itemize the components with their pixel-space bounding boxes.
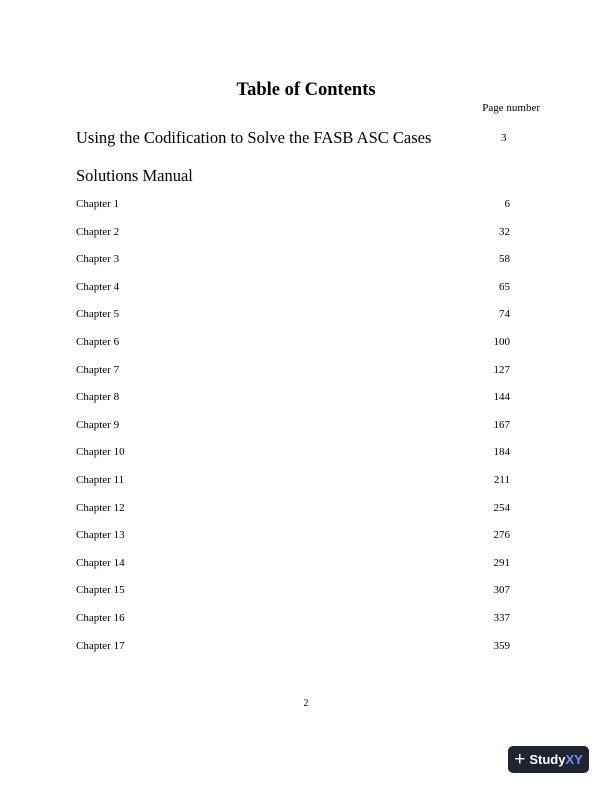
chapter-page: 58: [499, 253, 510, 266]
chapter-page: 307: [493, 584, 510, 597]
chapter-label: Chapter 7: [76, 363, 120, 376]
chapter-page: 74: [499, 308, 510, 321]
toc-section-page: 3: [501, 132, 507, 144]
toc-chapter-row[interactable]: [76, 444, 510, 472]
chapter-label: Chapter 16: [76, 611, 125, 624]
brand-name-study: Study: [529, 752, 566, 767]
toc-chapter-row[interactable]: [76, 334, 510, 362]
toc-chapter-row[interactable]: [76, 362, 510, 390]
chapter-page: 32: [499, 225, 510, 238]
toc-section-label: Solutions Manual: [76, 166, 193, 185]
toc-chapter-row[interactable]: [76, 500, 510, 528]
toc-chapter-row[interactable]: [76, 196, 510, 224]
chapter-label: Chapter 4: [76, 280, 120, 293]
chapter-page: 167: [493, 418, 510, 431]
toc-chapter-row[interactable]: [76, 555, 510, 583]
chapter-page: 100: [493, 335, 510, 348]
toc-chapter-row[interactable]: [76, 224, 510, 252]
chapter-page: 65: [499, 280, 510, 293]
chapter-label: Chapter 11: [76, 473, 125, 486]
toc-chapter-row[interactable]: [76, 251, 510, 279]
toc-section-codification[interactable]: [76, 128, 536, 148]
chapter-page: 144: [493, 391, 510, 404]
toc-chapter-row[interactable]: [76, 389, 510, 417]
chapter-page: 127: [493, 363, 510, 376]
chapter-page: 254: [493, 501, 510, 514]
chapter-list: [76, 196, 510, 665]
chapter-label: Chapter 1: [76, 198, 120, 210]
chapter-label: Chapter 6: [76, 335, 120, 348]
toc-chapter-row[interactable]: [76, 472, 510, 500]
footer-page-number: 2: [303, 698, 309, 709]
chapter-page: 337: [493, 611, 510, 624]
chapter-label: Chapter 9: [76, 418, 120, 431]
studyxy-brand-badge[interactable]: [508, 746, 589, 773]
chapter-label: Chapter 15: [76, 584, 125, 597]
chapter-label: Chapter 5: [76, 308, 120, 321]
page-number-column-header: Page number: [482, 102, 540, 114]
page-title: Table of Contents: [236, 80, 376, 100]
chapter-label: Chapter 3: [76, 253, 120, 266]
toc-section-solutions-manual[interactable]: [76, 166, 193, 186]
chapter-page: 184: [493, 446, 510, 459]
brand-name-xy: XY: [565, 752, 583, 767]
chapter-page: 276: [493, 529, 510, 542]
toc-chapter-row[interactable]: [76, 417, 510, 445]
toc-chapter-row[interactable]: [76, 306, 510, 334]
toc-chapter-row[interactable]: [76, 279, 510, 307]
chapter-label: Chapter 17: [76, 639, 125, 652]
chapter-page: 211: [493, 473, 510, 486]
chapter-label: Chapter 10: [76, 446, 125, 459]
chapter-label: Chapter 13: [76, 529, 125, 542]
chapter-page: 359: [493, 639, 510, 652]
chapter-label: Chapter 2: [76, 225, 120, 238]
chapter-label: Chapter 8: [76, 391, 120, 404]
chapter-label: Chapter 12: [76, 501, 125, 514]
toc-section-label: Using the Codification to Solve the FASB ASC Cases: [76, 128, 432, 147]
toc-chapter-row[interactable]: [76, 582, 510, 610]
chapter-page: 291: [493, 556, 510, 569]
plus-icon: +: [514, 749, 526, 770]
toc-chapter-row[interactable]: [76, 527, 510, 555]
chapter-page: 6: [504, 198, 510, 210]
chapter-label: Chapter 14: [76, 556, 125, 569]
toc-chapter-row[interactable]: [76, 610, 510, 638]
toc-chapter-row[interactable]: [76, 638, 510, 666]
